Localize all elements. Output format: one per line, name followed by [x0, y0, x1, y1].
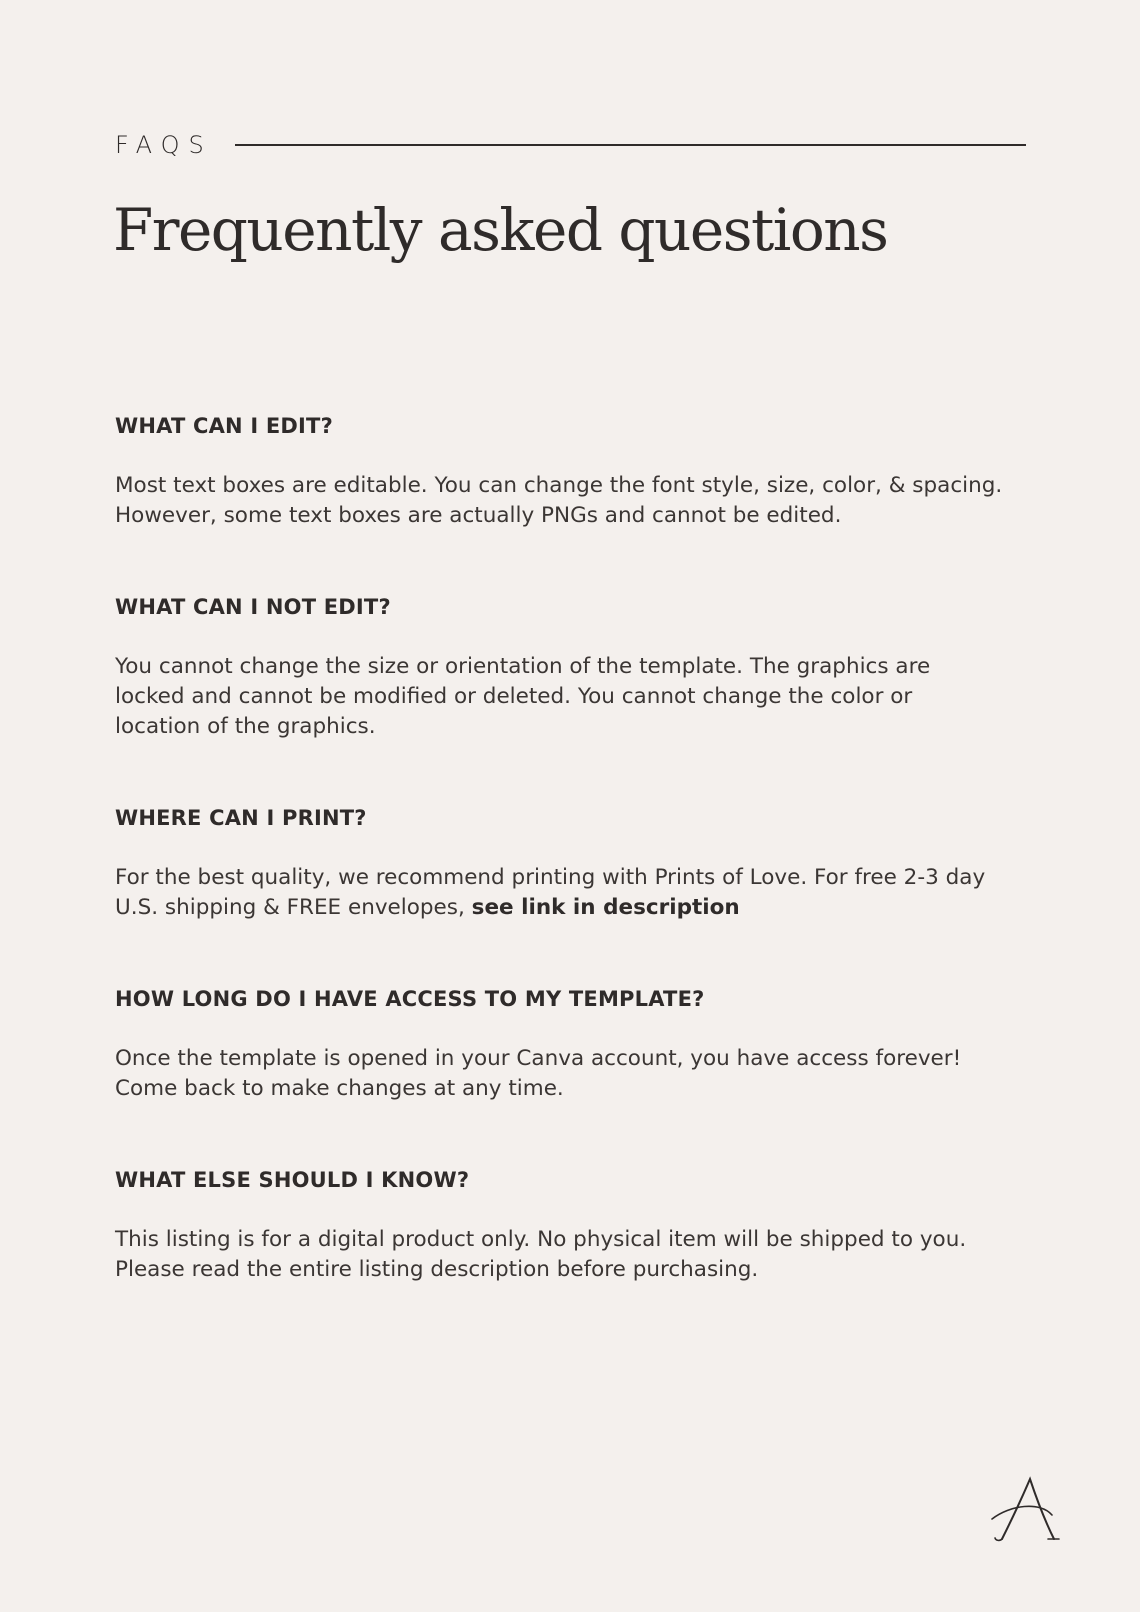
faq-answer-line: However, some text boxes are actually PNGs and cannot be edited. [115, 503, 842, 528]
faq-question: WHAT CAN I NOT EDIT? [115, 595, 391, 619]
faq-question: WHAT ELSE SHOULD I KNOW? [115, 1168, 470, 1192]
faq-answer-line: This listing is for a digital product only. No physical item will be shipped to you. [115, 1227, 967, 1252]
faq-item-where-can-i-print [115, 806, 1035, 923]
faq-list [115, 414, 1035, 1349]
faq-answer-line: U.S. shipping & FREE envelopes, [115, 895, 472, 920]
eyebrow-header [115, 125, 1026, 165]
faq-item-what-else [115, 1168, 1035, 1285]
faq-item-what-can-i-edit [115, 414, 1035, 531]
faq-answer [115, 1044, 1035, 1104]
faq-question: WHAT CAN I EDIT? [115, 414, 333, 438]
faq-answer-line: location of the graphics. [115, 714, 376, 739]
faq-item-access-duration [115, 987, 1035, 1104]
faq-answer-line: Most text boxes are editable. You can change the font style, size, color, & spacing. [115, 473, 1003, 498]
faq-answer [115, 471, 1035, 531]
faq-answer-line: Please read the entire listing description before purchasing. [115, 1257, 759, 1282]
faq-answer-line: For the best quality, we recommend printing with Prints of Love. For free 2-3 day [115, 865, 986, 890]
description-link-text: see link in description [471, 895, 740, 920]
eyebrow-divider [235, 144, 1026, 146]
faq-answer-line: Come back to make changes at any time. [115, 1076, 564, 1101]
eyebrow-label: FAQS [115, 131, 213, 159]
monogram-a-logo [990, 1475, 1060, 1545]
faq-answer-line: Once the template is opened in your Canva account, you have access forever! [115, 1046, 962, 1071]
faq-answer [115, 1225, 1035, 1285]
faq-question: WHERE CAN I PRINT? [115, 806, 367, 830]
faq-answer-line: locked and cannot be modified or deleted. You cannot change the color or [115, 684, 913, 709]
faq-item-what-can-i-not-edit [115, 595, 1035, 742]
faq-answer [115, 863, 1035, 923]
faq-answer-line: You cannot change the size or orientation of the template. The graphics are [115, 654, 931, 679]
page-title: Frequently asked questions [113, 196, 888, 264]
faq-question: HOW LONG DO I HAVE ACCESS TO MY TEMPLATE? [115, 987, 705, 1011]
faq-answer [115, 652, 1035, 742]
